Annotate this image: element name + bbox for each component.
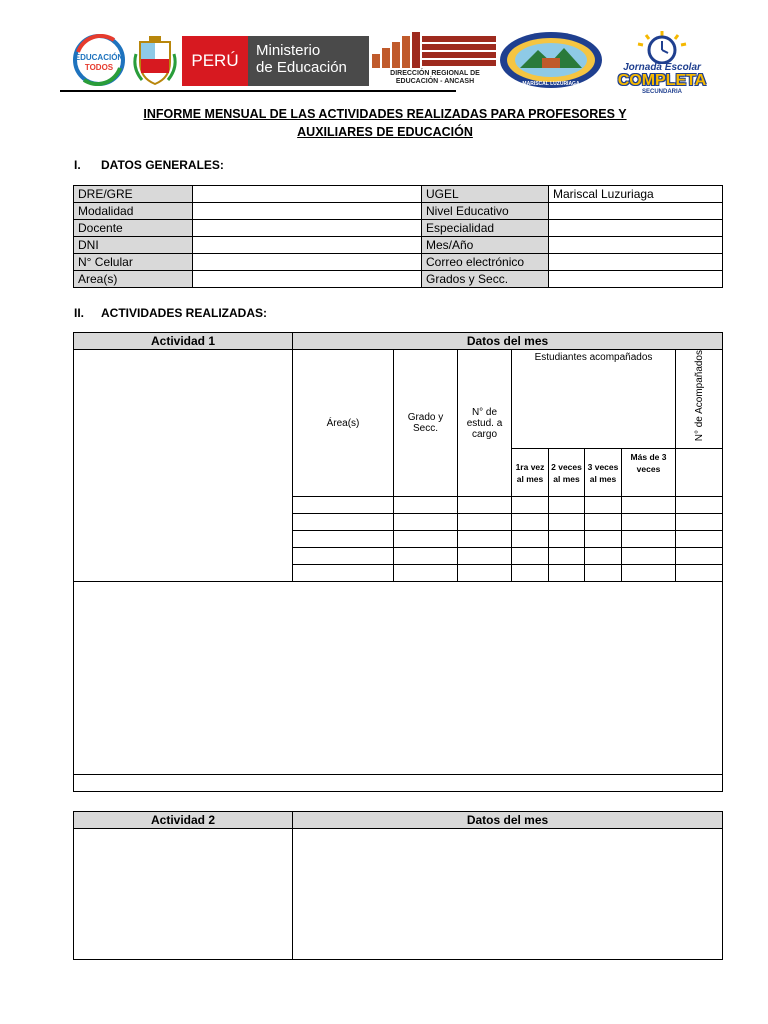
field-value[interactable] [549,203,723,220]
table-cell[interactable] [585,514,622,531]
ministerio-line2: de Educación [256,59,347,76]
section-number: II. [74,306,85,320]
sub-col-2-veces: 2 veces al mes [549,449,585,497]
field-value[interactable] [549,271,723,288]
table-cell[interactable] [394,497,458,514]
actividad-1-table [73,332,723,792]
table-cell[interactable] [622,497,676,514]
actividad-1-footer-row[interactable] [74,775,723,792]
ministerio-educacion-logo [248,36,369,86]
actividad-1-notes-area[interactable] [74,582,723,775]
sub-col-1ra-vez: 1ra vez al mes [512,449,549,497]
field-value[interactable] [549,220,723,237]
col-grado-header: Grado y Secc. [394,350,458,497]
actividad-1-label: Actividad 1 [74,333,293,350]
dre-line2: EDUCACIÓN - ANCASH [395,78,475,85]
table-cell[interactable] [458,514,512,531]
col-nacomp-label: N° de Acompañados [693,350,705,442]
table-cell[interactable] [512,565,549,582]
table-cell[interactable] [512,531,549,548]
sub-col-empty [676,449,723,497]
table-cell[interactable] [676,497,723,514]
header-divider [60,90,456,92]
actividad-2-table [73,811,723,960]
field-label: DNI [74,237,193,254]
col-area-header: Área(s) [293,350,394,497]
field-label: Grados y Secc. [422,271,549,288]
ministerio-line1: Ministerio [256,42,321,59]
table-cell[interactable] [549,531,585,548]
table-cell[interactable] [293,514,394,531]
dre-line1: DIRECCIÓN REGIONAL DE [390,70,480,77]
sub-col-3-veces: 3 veces al mes [585,449,622,497]
dre-ancash-logo [372,30,498,88]
title-line1: INFORME MENSUAL DE LAS ACTIVIDADES REALIZADAS PARA PROFESORES Y [143,107,627,121]
table-cell[interactable] [293,548,394,565]
field-value[interactable] [193,254,422,271]
svg-text:TODOS: TODOS [84,63,114,72]
field-value[interactable] [549,254,723,271]
ugel-bottom-text: MARISCAL LUZURIAGA [522,81,580,87]
table-cell[interactable] [676,531,723,548]
ugel-mariscal-luzuriaga-logo [498,30,604,90]
section-label: DATOS GENERALES: [101,158,224,172]
field-label: Nivel Educativo [422,203,549,220]
svg-text:EDUCACIÓN: EDUCACIÓN [74,53,124,62]
title-line2: AUXILIARES DE EDUCACIÓN [297,125,473,139]
table-cell[interactable] [676,565,723,582]
table-cell[interactable] [585,565,622,582]
table-cell[interactable] [394,531,458,548]
field-label: N° Celular [74,254,193,271]
field-label: UGEL [422,186,549,203]
col-nacomp-header [676,350,723,449]
table-cell[interactable] [622,514,676,531]
datos-row [74,186,723,203]
datos-row [74,203,723,220]
section-actividades-heading [74,306,267,320]
table-cell[interactable] [622,531,676,548]
field-value[interactable] [193,271,422,288]
table-cell[interactable] [293,565,394,582]
table-cell[interactable] [293,497,394,514]
educacion-todos-logo [70,34,128,86]
dre-bars-icon [372,30,498,70]
actividad-1-description-cell[interactable] [74,350,293,582]
actividad-2-description-cell[interactable] [74,829,293,960]
datos-del-mes-header: Datos del mes [293,812,723,829]
field-label: Especialidad [422,220,549,237]
document-title [90,105,680,141]
clock-icon [608,30,716,64]
table-cell[interactable] [676,548,723,565]
sub-col-mas-3-veces: Más de 3 veces [622,449,676,497]
table-cell[interactable] [458,548,512,565]
table-cell[interactable] [549,565,585,582]
field-label: Area(s) [74,271,193,288]
jec-line2: COMPLETA [617,72,707,89]
actividad-2-datos-cell[interactable] [293,829,723,960]
table-cell[interactable] [458,531,512,548]
section-label: ACTIVIDADES REALIZADAS: [101,306,268,320]
table-cell[interactable] [458,565,512,582]
actividad-2-label: Actividad 2 [74,812,293,829]
field-label: Mes/Año [422,237,549,254]
datos-row [74,254,723,271]
col-estudiantes-header: Estudiantes acompañados [512,350,676,449]
field-label: Docente [74,220,193,237]
table-cell[interactable] [293,531,394,548]
table-cell[interactable] [622,548,676,565]
table-cell[interactable] [585,531,622,548]
dre-caption [372,70,498,86]
table-cell[interactable] [549,548,585,565]
datos-del-mes-header: Datos del mes [293,333,723,350]
table-cell[interactable] [512,497,549,514]
table-cell[interactable] [512,514,549,531]
datos-row [74,220,723,237]
field-value[interactable] [193,237,422,254]
table-cell[interactable] [585,548,622,565]
section-number: I. [74,158,81,172]
field-label: DRE/GRE [74,186,193,203]
table-cell[interactable] [512,548,549,565]
field-value[interactable]: Mariscal Luzuriaga [549,186,723,203]
logo-header [70,30,720,95]
field-value[interactable] [193,220,422,237]
datos-row [74,271,723,288]
table-cell[interactable] [394,548,458,565]
table-cell[interactable] [394,514,458,531]
jec-line3: SECUNDARIA [641,89,682,95]
datos-generales-table [73,185,723,288]
col-nestud-header: N° de estud. a cargo [458,350,512,497]
field-value[interactable] [549,237,723,254]
peru-brand-logo: PERÚ [182,36,248,86]
table-cell[interactable] [585,497,622,514]
field-label: Modalidad [74,203,193,220]
jec-caption [608,63,716,96]
field-value[interactable] [193,186,422,203]
datos-row [74,237,723,254]
field-label: Correo electrónico [422,254,549,271]
table-cell[interactable] [549,514,585,531]
table-cell[interactable] [394,565,458,582]
peru-coat-of-arms-logo [132,34,178,86]
field-value[interactable] [193,203,422,220]
jornada-escolar-completa-logo [608,30,716,95]
table-cell[interactable] [458,497,512,514]
table-cell[interactable] [622,565,676,582]
table-cell[interactable] [549,497,585,514]
table-cell[interactable] [676,514,723,531]
jec-line1: Jornada Escolar [623,62,701,73]
section-datos-generales-heading [74,158,224,172]
